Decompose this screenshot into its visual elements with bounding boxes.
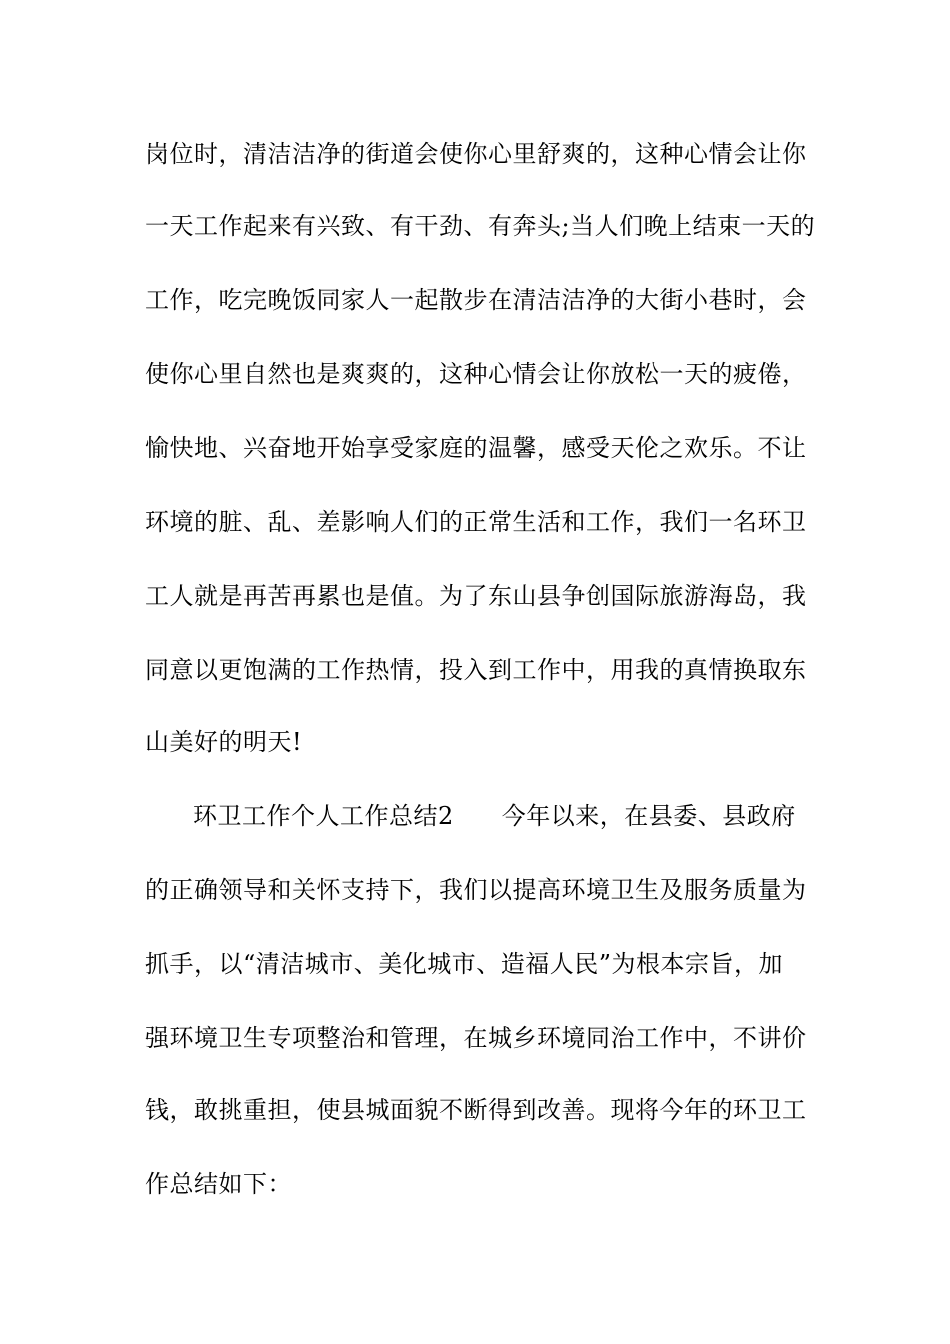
text-line: 抓手，以“清洁城市、美化城市、造福人民”为根本宗旨，加 <box>145 950 784 978</box>
text-line: 工人就是再苦再累也是值。为了东山县争创国际旅游海岛，我 <box>145 582 807 610</box>
text-line: 愉快地、兴奋地开始享受家庭的温馨，感受天伦之欢乐。不让 <box>145 434 807 462</box>
text-line: 工作，吃完晚饭同家人一起散步在清洁洁净的大街小巷时，会 <box>145 286 807 314</box>
text-line: 岗位时，清洁洁净的街道会使你心里舒爽的，这种心情会让你 <box>145 140 807 168</box>
text-line: 钱，敢挑重担，使县城面貌不断得到改善。现将今年的环卫工 <box>145 1096 807 1124</box>
text-line: 同意以更饱满的工作热情，投入到工作中，用我的真情换取东 <box>145 656 807 684</box>
paragraph-start: 今年以来，在县委、县政府 <box>501 802 796 830</box>
text-line: 的正确领导和关怀支持下，我们以提高环境卫生及服务质量为 <box>145 876 807 904</box>
text-line: 一天工作起来有兴致、有干劲、有奔头;当人们晚上结束一天的 <box>145 212 816 240</box>
text-line: 强环境卫生专项整治和管理，在城乡环境同治工作中，不讲价 <box>145 1024 807 1052</box>
text-line: 作总结如下： <box>145 1170 292 1198</box>
section-first-line <box>193 796 863 836</box>
text-line: 山美好的明天! <box>145 728 303 756</box>
text-line: 使你心里自然也是爽爽的，这种心情会让你放松一天的疲倦， <box>145 360 807 388</box>
section-heading: 环卫工作个人工作总结2 <box>193 802 454 830</box>
text-line: 环境的脏、乱、差影响人们的正常生活和工作，我们一名环卫 <box>145 508 807 536</box>
